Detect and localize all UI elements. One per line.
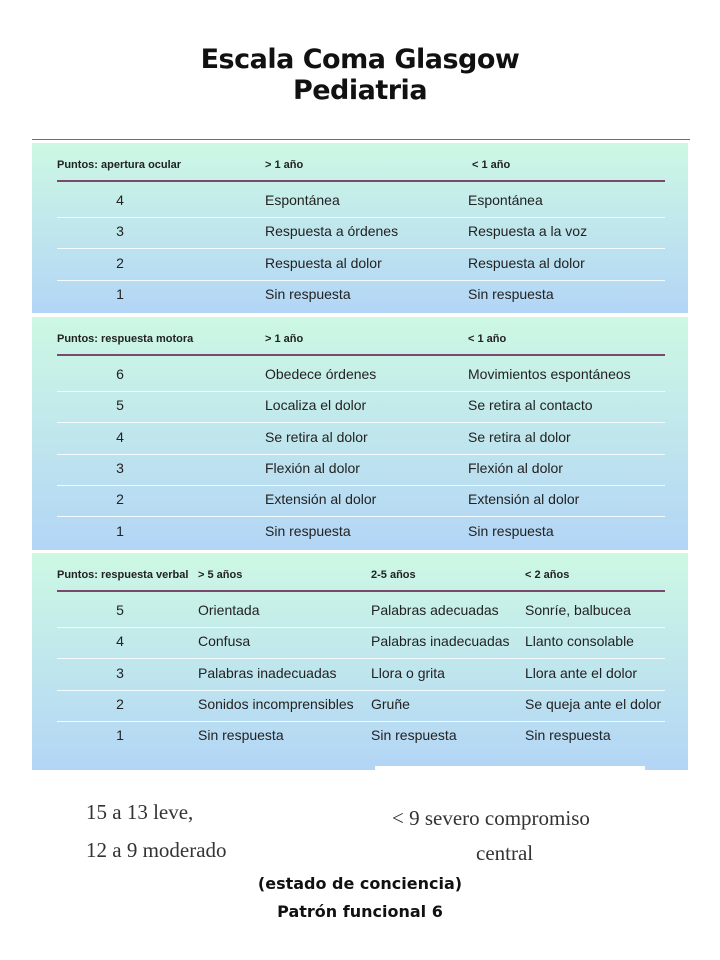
column-header: > 5 años (198, 569, 243, 581)
eye-opening-table (32, 143, 688, 313)
description-cell: Se retira al dolor (265, 428, 368, 445)
description-cell: Sin respuesta (468, 285, 554, 302)
header-divider (57, 180, 665, 182)
points-cell: 5 (116, 397, 124, 414)
column-header: Puntos: apertura ocular (57, 159, 182, 171)
motor-response-table (32, 317, 688, 550)
column-header: > 1 año (265, 159, 304, 171)
description-cell: Sin respuesta (198, 727, 284, 744)
points-cell: 1 (116, 285, 124, 302)
table-row (57, 690, 665, 722)
footer-line-1: (estado de conciencia) (257, 874, 463, 893)
title-line-2: Pediatria (292, 75, 428, 106)
description-cell: Palabras inadecuadas (371, 633, 510, 650)
verbal-response-table (32, 553, 688, 770)
description-cell: Orientada (198, 602, 260, 618)
points-cell: 3 (116, 664, 124, 681)
description-cell: Se queja ante el dolor (525, 695, 662, 712)
table-row (57, 517, 665, 548)
header-divider (57, 354, 665, 356)
points-cell: 1 (116, 522, 124, 539)
table-row (57, 454, 665, 486)
table-row (57, 217, 665, 249)
points-cell: 2 (116, 491, 124, 508)
description-cell: Extensión al dolor (265, 491, 377, 508)
table-row (57, 186, 665, 218)
table-row (57, 721, 665, 752)
description-cell: Palabras inadecuadas (198, 664, 337, 681)
table-row (57, 596, 665, 628)
description-cell: Sonidos incomprensibles (198, 695, 354, 712)
points-cell: 5 (116, 602, 124, 618)
points-cell: 3 (116, 459, 124, 476)
description-cell: Respuesta a órdenes (265, 223, 399, 240)
description-cell: Espontánea (265, 192, 340, 208)
points-cell: 6 (116, 366, 124, 382)
footer-line-2: Patrón funcional 6 (277, 902, 443, 921)
column-header: < 1 año (468, 333, 507, 345)
table-row (57, 280, 665, 311)
description-cell: Se retira al dolor (468, 428, 571, 445)
description-cell: Sin respuesta (265, 285, 351, 302)
description-cell: Respuesta al dolor (468, 254, 585, 271)
panel-notch (375, 766, 645, 772)
table-row (57, 249, 665, 281)
header-divider (57, 590, 665, 592)
description-cell: Movimientos espontáneos (468, 366, 631, 382)
column-header: > 1 año (265, 333, 304, 345)
severity-moderate: 12 a 9 moderado (86, 838, 227, 862)
points-cell: 2 (116, 254, 124, 271)
description-cell: Llora o grita (371, 664, 445, 681)
points-cell: 4 (116, 633, 124, 650)
severity-central: central (476, 841, 534, 865)
points-cell: 4 (116, 428, 124, 445)
table-row (57, 485, 665, 517)
top-divider (32, 139, 690, 140)
title-line-1: Escala Coma Glasgow (200, 44, 520, 75)
table-row (57, 627, 665, 659)
description-cell: Llanto consolable (525, 633, 634, 650)
description-cell: Palabras adecuadas (371, 602, 499, 618)
description-cell: Localiza el dolor (265, 397, 367, 414)
description-cell: Extensión al dolor (468, 491, 580, 508)
description-cell: Se retira al contacto (468, 397, 593, 414)
description-cell: Sin respuesta (525, 727, 611, 744)
description-cell: Llora ante el dolor (525, 664, 638, 681)
severity-mild: 15 a 13 leve, (86, 800, 194, 824)
description-cell: Obedece órdenes (265, 366, 377, 382)
description-cell: Respuesta a la voz (468, 223, 588, 240)
column-header: < 1 año (472, 159, 511, 171)
points-cell: 1 (116, 727, 124, 744)
description-cell: Gruñe (371, 695, 410, 712)
table-row (57, 391, 665, 423)
points-cell: 3 (116, 223, 124, 240)
column-header: Puntos: respuesta verbal (57, 569, 189, 581)
description-cell: Sin respuesta (468, 522, 554, 539)
column-header: Puntos: respuesta motora (57, 333, 194, 345)
points-cell: 4 (116, 192, 124, 208)
description-cell: Sin respuesta (371, 727, 457, 744)
column-header: 2-5 años (371, 569, 416, 581)
table-row (57, 659, 665, 691)
column-header: < 2 años (525, 569, 570, 581)
table-row (57, 423, 665, 455)
table-row (57, 360, 665, 392)
description-cell: Espontánea (468, 192, 543, 208)
description-cell: Respuesta al dolor (265, 254, 382, 271)
severity-severe: < 9 severo compromiso (392, 806, 590, 830)
points-cell: 2 (116, 695, 124, 712)
description-cell: Sin respuesta (265, 522, 351, 539)
description-cell: Sonríe, balbucea (525, 602, 631, 618)
description-cell: Confusa (198, 633, 251, 650)
description-cell: Flexión al dolor (265, 459, 360, 476)
description-cell: Flexión al dolor (468, 459, 563, 476)
